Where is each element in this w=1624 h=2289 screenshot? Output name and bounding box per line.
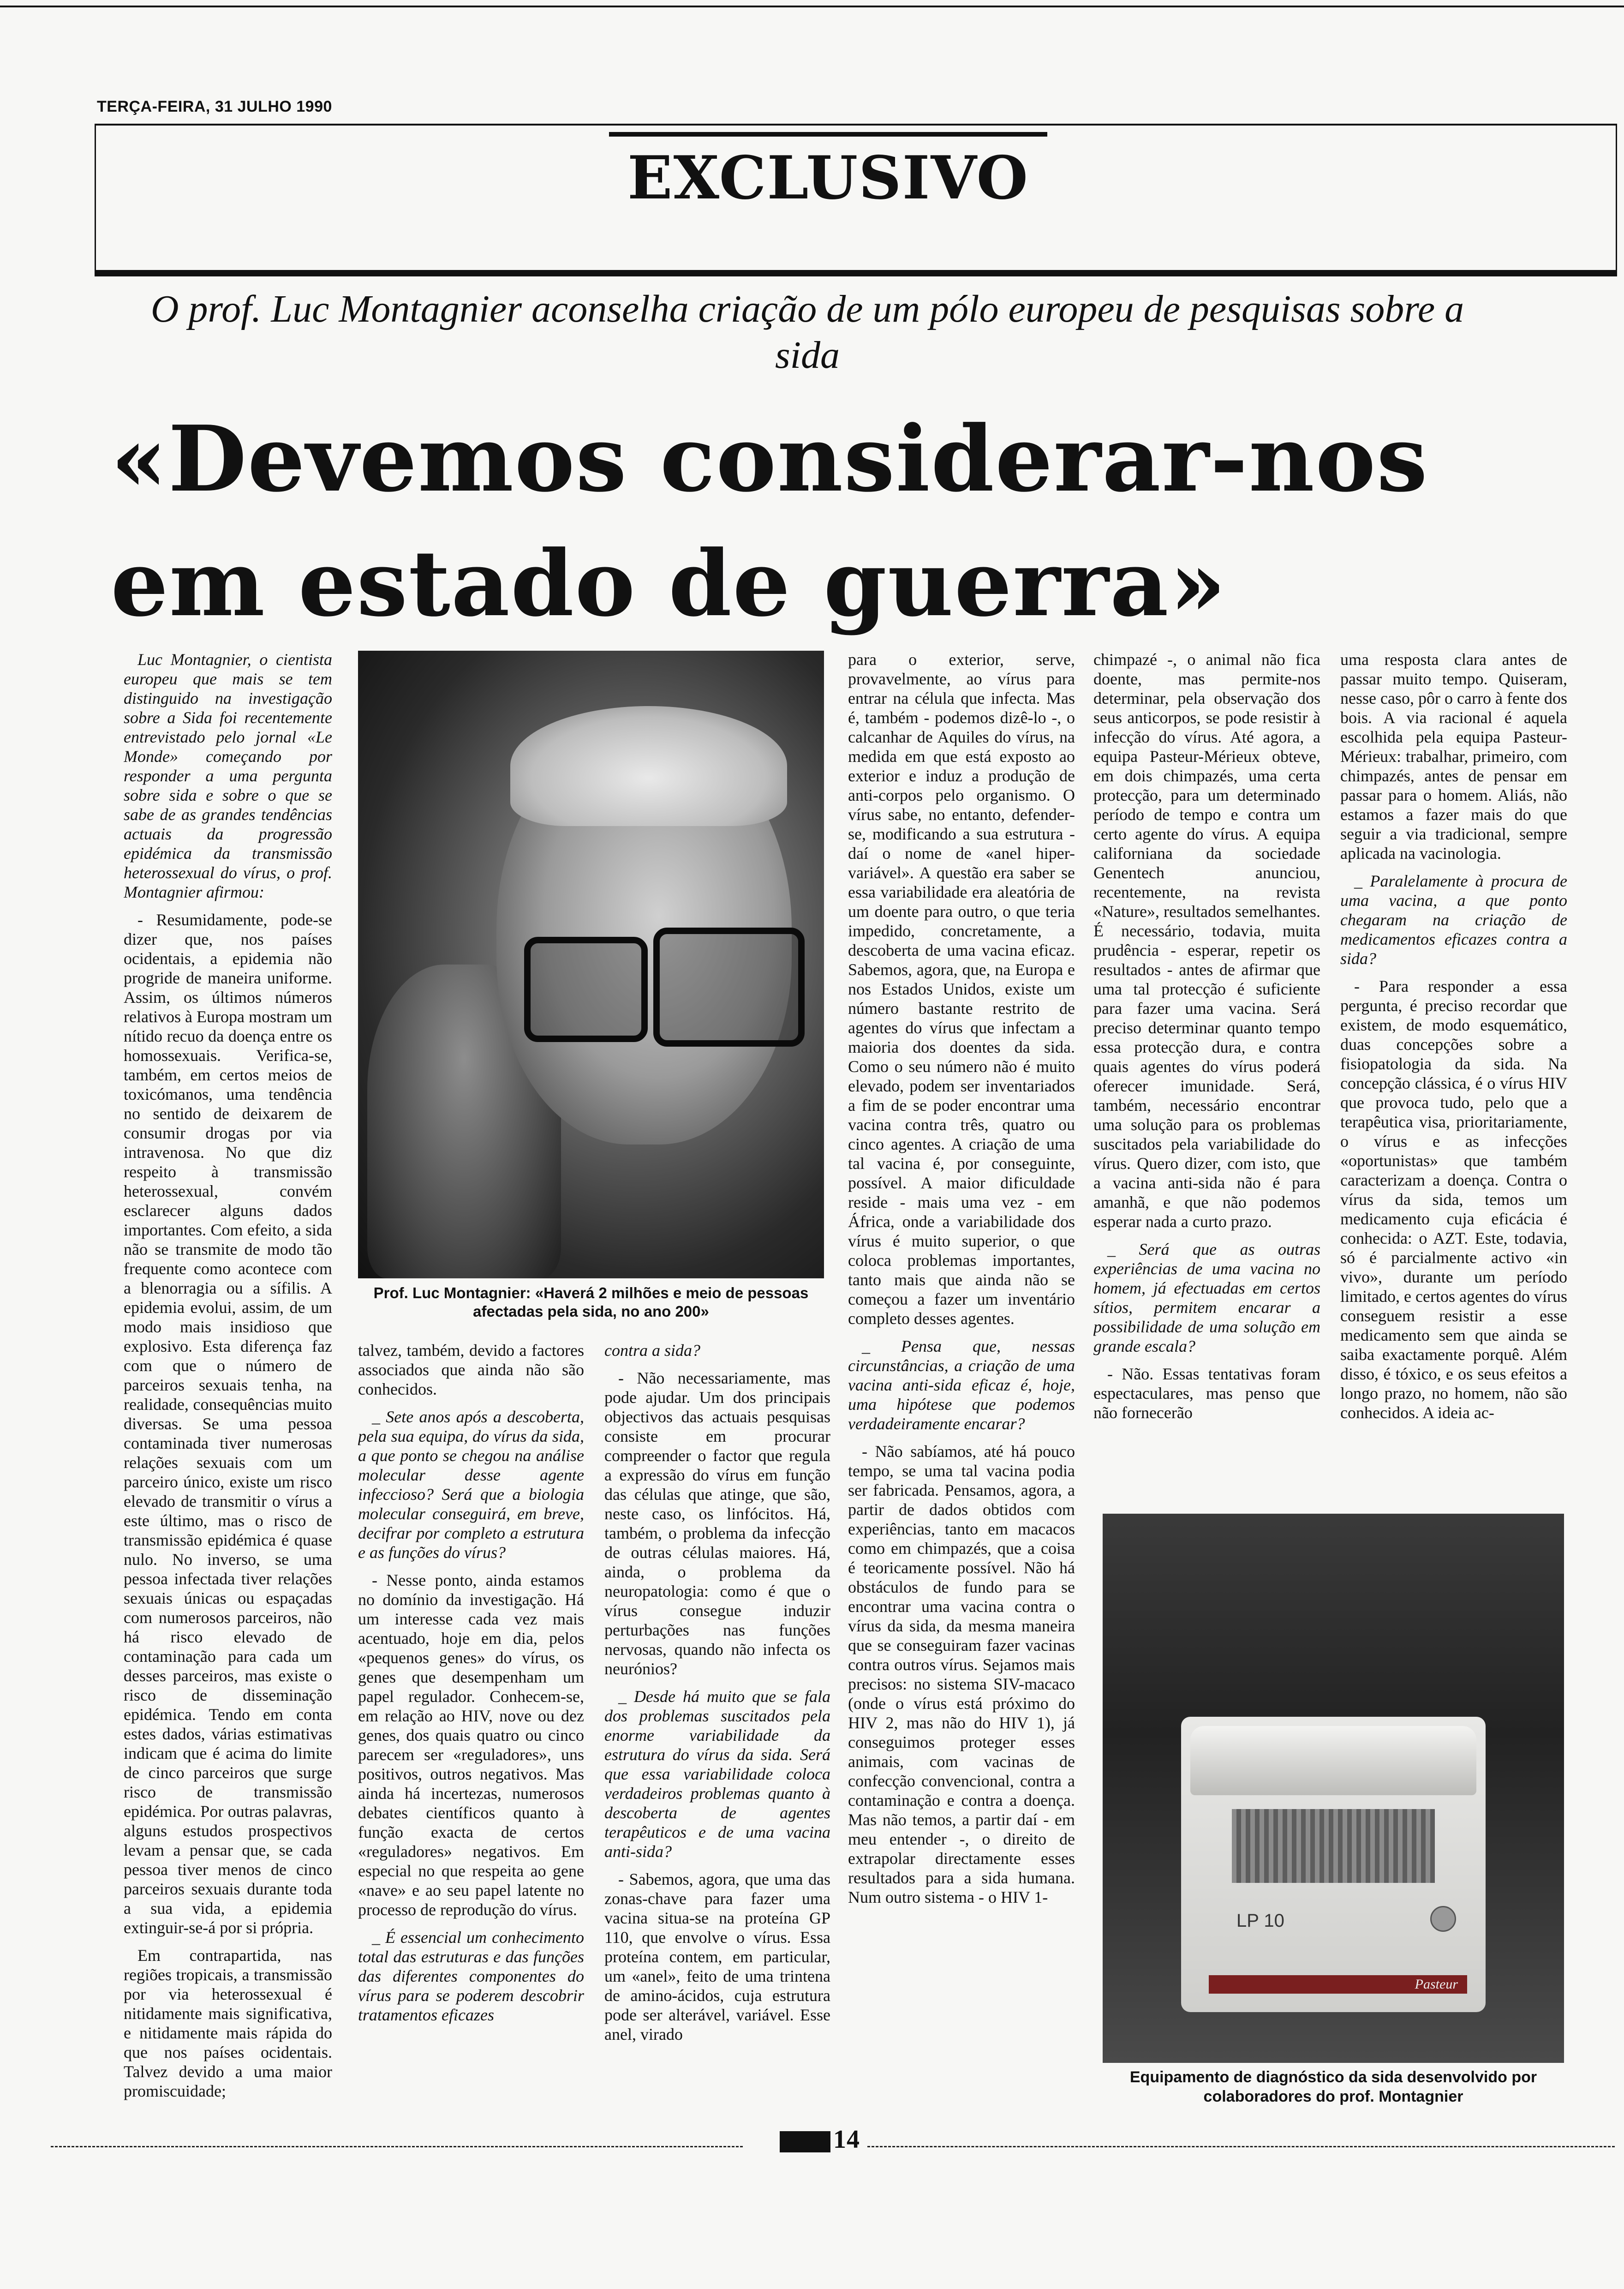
publication-logo-icon bbox=[780, 2131, 830, 2152]
answer-paragraph: - Sabemos, agora, que uma das zonas-chave para fazer uma vacina situa-se na proteína GP 110, que envolve o vírus. Essa proteína contem, em particular, um «anel», feito de uma trintena de amino-ácidos, cuja estrutura pode ser alterável, variável. Esse anel, virado bbox=[604, 1870, 830, 2043]
question-paragraph: contra a sida? bbox=[604, 1341, 701, 1360]
answer-paragraph: - Resumidamente, pode-se dizer que, nos países ocidentais, a epidemia não progride de maneira uniforme. Assim, os últimos números relativos à Europa mostram um nítido recuo da doença entre os homossexuais. Verifica-se, também, em certos meios de toxicómanos, uma tendência no sentido de deixarem de consumir drogas por via intravenosa. No que diz respeito à transmissão heterossexual, convém esclarecer alguns dados importantes. Com efeito, a sida não se transmite de modo tão frequente como acontece com a blenorragia ou a sífilis. A epidemia evolui, assim, de um modo mais insidioso que explosivo. Esta diferença faz com que o número de parceiros sexuais tenha, na realidade, consequências muito diversas. Se uma pessoa contaminada tiver numerosas relações sexuais com um parceiro único, existe um risco elevado de transmitir o vírus a este último, mas o risco de transmissão epidémica é quase nulo. No inverso, se uma pessoa infectada tiver relações sexuais únicas ou espaçadas com numerosos parceiros, não há risco elevado de contaminação para cada um desses parceiros, mas existe o risco de disseminação epidémica. Tendo em conta estes dados, várias estimativas indicam que é acima do limite de cinco parceiros que surge risco de transmissão epidémica. Por outras palavras, alguns estudos prospectivos levam a pensar que, se cada pessoa tiver menos de cinco parceiros sexuais durante toda a sua vida, a epidemia extinguir-se-á por si própria. bbox=[124, 911, 332, 1937]
column-4 bbox=[848, 650, 1075, 2127]
photo-caption: Prof. Luc Montagnier: «Haverá 2 milhões e meio de pessoas afectadas pela sida, no ano 200» bbox=[373, 1284, 809, 1320]
answer-paragraph: para o exterior, serve, provavelmente, ao vírus para entrar na célula que infecta. Mas é, também - podemos dizê-lo -, o calcanhar de Aquiles do vírus, na medida em que está exposto ao exterior e induz a produção de anti-corpos pelo organismo. O vírus sabe, no entanto, defender-se, modificando a sua estrutura - daí o nome de «anel hiper-variável». A questão era saber se essa variabilidade era aleatória de um doente para outro, o que teria impedido, concretamente, a descoberta de uma vacina eficaz. Sabemos, agora, que, na Europa e nos Estados Unidos, existe um número bastante restrito de agentes do vírus que infectam a maioria dos doentes da sida. Como o seu número não é muito elevado, podem ser inventariados a fim de se poder encontrar uma vacina contra três, quatro ou cinco agentes. A criação de uma tal vacina é, por conseguinte, possível. A maior dificuldade reside - mais uma vez - em África, onde a variabilidade dos vírus é muito superior, o que coloca problemas importantes, tanto mais que ainda não se começou a fazer um inventário completo desses agentes. bbox=[848, 650, 1075, 1328]
footer-dashed-line bbox=[867, 2146, 1615, 2147]
answer-paragraph: chimpazé -, o animal não fica doente, mas permite-nos determinar, pela observação dos seus anticorpos, se pode resistir à infecção do vírus. Até agora, a equipa Pasteur-Mérieux obteve, em dois chimpazés, uma certa protecção, para um determinado período de tempo e contra um certo agente do vírus. A equipa californiana da sociedade Genentech anunciou, recentemente, na revista «Nature», resultados semelhantes. É necessário, todavia, muita prudência - esperar, repetir os resultados - antes de afirmar que uma tal protecção é suficiente para fazer uma vacina. Será preciso determinar quanto tempo essa protecção dura, e contra quais agentes do vírus poderá oferecer imunidade. Será, também, necessário encontrar uma solução para os problemas suscitados pela variabilidade do vírus. Quero dizer, com isto, que a vacina anti-sida não é para amanhã, e que não podemos esperar nada a curto prazo. bbox=[1093, 650, 1320, 1231]
page-number-text: 14 bbox=[833, 2125, 860, 2154]
section-bar bbox=[609, 132, 1047, 137]
kicker: O prof. Luc Montagnier aconselha criação de um pólo europeu de pesquisas sobre a sida bbox=[150, 288, 1464, 377]
column-5 bbox=[1093, 650, 1320, 1504]
device-tray bbox=[1232, 1809, 1435, 1883]
footer-dashed-line bbox=[51, 2146, 743, 2147]
device-brand-strip: Pasteur bbox=[1209, 1975, 1467, 1994]
header-rule bbox=[95, 124, 1617, 126]
equipment-caption: Equipamento de diagnóstico da sida desenvolvido por colaboradores do prof. Montagnier bbox=[1129, 2068, 1537, 2105]
answer-paragraph: uma resposta clara antes de passar muito tempo. Quiseram, nesse caso, pôr o carro à fente dos bois. A via racional é aquela escolhida pela equipa Pasteur-Mérieux: trabalhar, primeiro, com chimpazés, antes de pensar em passar para o homem. Aliás, não estamos a fazer mais do que seguir a via tradicional, sempre aplicada na vacinologia. bbox=[1340, 650, 1567, 863]
page-number bbox=[780, 2125, 860, 2154]
column-3 bbox=[604, 1341, 830, 2125]
column-2 bbox=[358, 1341, 584, 2125]
question-paragraph: _ Desde há muito que se fala dos problemas suscitados pela enorme variabilidade da estrutura do vírus da sida. Será que essa variabilidade coloca verdadeiros problemas quanto à descoberta de agentes terapêuticos e de uma vacina anti-sida? bbox=[604, 1687, 830, 1861]
question-paragraph: _ É essencial um conhecimento total das estruturas e das funções das diferentes componentes do vírus para se poderem descobrir tratamentos eficazes bbox=[358, 1928, 584, 2024]
question-paragraph: _ Pensa que, nessas circunstâncias, a criação de uma vacina anti-sida eficaz é, hoje, uma hipótese que podemos verdadeiramente encarar? bbox=[848, 1337, 1075, 1433]
frame-left bbox=[95, 124, 96, 271]
section-title: EXCLUSIVO bbox=[627, 144, 1029, 213]
intro-paragraph: Luc Montagnier, o cientista europeu que mais se tem distinguido na investigação sobre a Sida foi recentemente entrevistado pelo jornal «Le Monde» começando por responder a uma pergunta sobre sida e sobre o que se sabe de as grandes tendências actuais da progressão epidémica da transmissão heterossexual do vírus, o prof. Montagnier afirmou: bbox=[124, 650, 332, 901]
answer-paragraph: - Não sabíamos, até há pouco tempo, se uma tal vacina podia ser fabricada. Pensamos, agora, a partir de dados obtidos com experiências, tanto em macacos como em chimpazés, que a coisa é teoricamente possível. Não há obstáculos de fundo para se encontrar uma vacina contra o vírus da sida, da mesma maneira que se conseguiram fazer vacinas contra outros vírus. Sejamos mais precisos: no sistema SIV-macaco (onde o vírus está próximo do HIV 2, mas não do HIV 1), já conseguimos proteger esses animais, com vacinas de confecção convencional, contra a contaminação e contra a doença. Mas não temos, a partir daí - em meu entender -, o direito de extrapolar directamente esses resultados para a sida humana. Num outro sistema - o HIV 1- bbox=[848, 1442, 1075, 1906]
device-knob bbox=[1430, 1906, 1456, 1932]
column-1 bbox=[124, 650, 332, 2127]
answer-paragraph: - Nesse ponto, ainda estamos no domínio da investigação. Há um interesse cada vez mais acentuado, hoje em dia, pelos «pequenos genes» do vírus, os genes que desempenham um papel regulador. Conhecem-se, em relação ao HIV, nove ou dez genes, dos quais quatro ou cinco parecem ser «reguladores», uns positivos, outros negativos. Mas ainda há incertezas, numerosos debates científicos quanto à função exacta de certos «reguladores» negativos. Em especial no que respeita ao gene «nave» e ao seu papel latente no processo de reprodução do vírus. bbox=[358, 1571, 584, 1919]
question-paragraph: _ Sete anos após a descoberta, pela sua equipa, do vírus da sida, a que ponto se chegou na análise molecular desse agente infeccioso? Será que a biologia molecular conseguirá, em breve, decifrar por completo a estrutura e as funções do vírus? bbox=[358, 1408, 584, 1562]
portrait-photo bbox=[358, 651, 824, 1278]
frame-right bbox=[1616, 124, 1617, 271]
headline: «Devemos considerar-nos em estado de guerra» bbox=[111, 406, 1429, 637]
device-lid bbox=[1190, 1726, 1476, 1795]
diagnostic-device bbox=[1181, 1717, 1486, 2012]
photo-hair bbox=[510, 706, 787, 826]
glasses-left-lens bbox=[524, 937, 648, 1042]
question-paragraph: _ Será que as outras experiências de uma vacina no homem, já efectuadas em certos sítios, permitem encarar a possibilidade de uma solução em grande escala? bbox=[1093, 1240, 1320, 1355]
answer-paragraph: Em contrapartida, nas regiões tropicais, a transmissão por via heterossexual é nitidamente mais significativa, e nitidamente mais rápida do que nos países ocidentais. Talvez devido a uma maior promiscuidade; bbox=[124, 1946, 332, 2100]
answer-paragraph: talvez, também, devido a factores associados que ainda não são conhecidos. bbox=[358, 1341, 584, 1398]
masthead-rule bbox=[95, 270, 1617, 276]
answer-paragraph: - Não. Essas tentativas foram espectaculares, mas penso que não fornecerão bbox=[1093, 1365, 1320, 1422]
column-6 bbox=[1340, 650, 1567, 1504]
question-paragraph: _ Paralelamente à procura de uma vacina, a que ponto chegaram na criação de medicamentos eficazes contra a sida? bbox=[1340, 872, 1567, 968]
device-model-label: LP 10 bbox=[1236, 1911, 1284, 1931]
top-border bbox=[0, 6, 1624, 7]
equipment-photo bbox=[1103, 1514, 1564, 2063]
answer-paragraph: - Para responder a essa pergunta, é preciso recordar que existem, de modo esquemático, duas concepções sobre a fisiopatologia da sida. Na concepção clássica, é o vírus HIV que provoca tudo, pelo que a terapêutica visa, prioritariamente, o vírus e as infecções «oportunistas» que também caracterizam a doença. Contra o vírus da sida, temos um medicamento cuja eficácia é conhecida: o AZT. Este, todavia, só é parcialmente activo «in vivo», durante um período limitado, e certos agentes do vírus conseguem resistir a esse medicamento sem que ainda se saiba exactamente porquê. Além disso, é tóxico, e os seus efeitos a longo prazo, no homem, não são conhecidos. A ideia ac- bbox=[1340, 977, 1567, 1422]
glasses-right-lens bbox=[653, 928, 805, 1047]
dateline: TERÇA-FEIRA, 31 JULHO 1990 bbox=[97, 98, 332, 115]
answer-paragraph: - Não necessariamente, mas pode ajudar. Um dos principais objectivos das actuais pesquisas consiste em procurar compreender o factor que regula a expressão do vírus em função das células que atinge, que são, neste caso, os linfócitos. Há, também, o problema da infecção de outras células maiores. Há, ainda, o problema da neuropatologia: como é que o vírus consegue induzir perturbações nas funções nervosas, quando não infecta os neurónios? bbox=[604, 1369, 830, 1678]
